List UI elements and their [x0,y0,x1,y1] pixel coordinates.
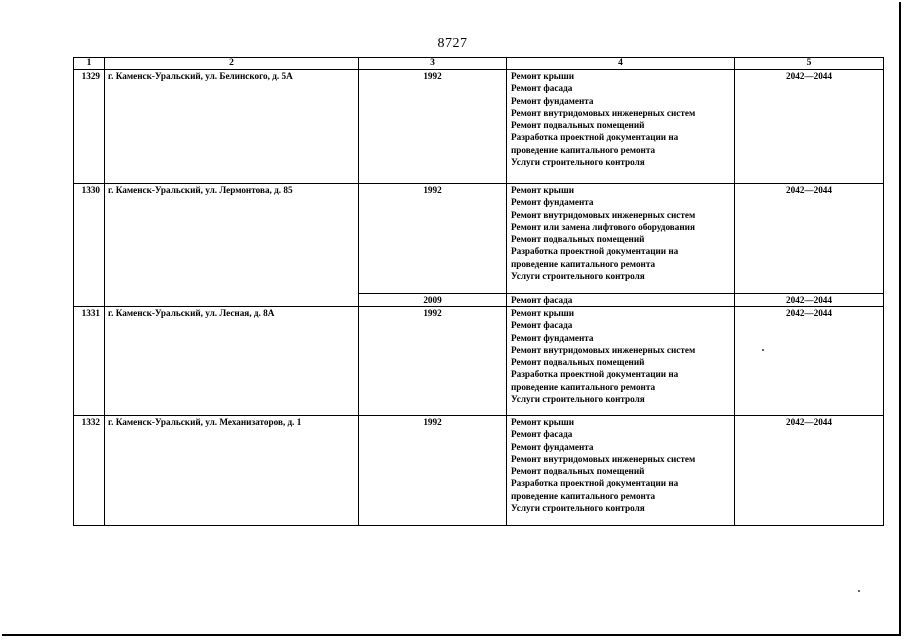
work-item: проведение капитального ремонта [511,381,656,392]
work-item: Ремонт фундамента [511,441,594,452]
work-item: Ремонт фасада [511,429,573,440]
row-address: г. Каменск-Уральский, ул. Белинского, д. 5А [105,70,359,184]
row-address: г. Каменск-Уральский, ул. Механизаторов, д. 1 [105,416,359,526]
work-item: проведение капитального ремонта [511,144,656,155]
work-item: Ремонт фасада [511,83,573,94]
work-item: Ремонт внутридомовых инженерных систем [511,209,696,220]
subrow-term: 2042—2044 [735,294,884,307]
row-number: 1329 [74,70,105,184]
work-item: Ремонт крыши [511,71,575,81]
work-item: Услуги строительного контроля [511,394,645,405]
row-number: 1331 [74,307,105,416]
work-item: Разработка проектной документации на [511,478,679,489]
column-header: 2 [105,58,359,70]
work-item: Услуги строительного контроля [511,271,645,282]
subrow-work: Ремонт фасада [507,294,735,307]
scan-speck [762,349,764,351]
work-item: Разработка проектной документации на [511,132,679,143]
work-item: Ремонт подвальных помещений [511,120,645,131]
row-number: 1330 [74,184,105,307]
table-header-row [74,58,884,70]
work-item: Ремонт внутридомовых инженерных систем [511,453,696,464]
work-item: Разработка проектной документации на [511,369,679,380]
row-term: 2042—2044 [735,70,884,184]
work-item: Ремонт внутридомовых инженерных систем [511,107,696,118]
table-row [74,307,884,416]
work-item: Ремонт фасада [511,320,573,331]
work-item: Услуги строительного контроля [511,157,645,168]
row-term: 2042—2044 [735,184,884,294]
row-year: 1992 [359,307,507,416]
row-works [507,416,735,526]
row-address: г. Каменск-Уральский, ул. Лермонтова, д. 85 [105,184,359,307]
work-item: Ремонт фундамента [511,332,594,343]
row-works [507,307,735,416]
row-year: 1992 [359,184,507,294]
subrow-year: 2009 [359,294,507,307]
column-header: 3 [359,58,507,70]
work-item: Ремонт крыши [511,308,575,318]
row-works [507,184,735,294]
column-header: 4 [507,58,735,70]
work-item: Ремонт или замена лифтового оборудования [511,221,695,232]
table-row [74,70,884,184]
column-header: 5 [735,58,884,70]
work-item: Ремонт фундамента [511,95,594,106]
work-item: Разработка проектной документации на [511,246,679,257]
row-address: г. Каменск-Уральский, ул. Лесная, д. 8А [105,307,359,416]
row-year: 1992 [359,416,507,526]
work-item: Ремонт подвальных помещений [511,234,645,245]
work-item: Услуги строительного контроля [511,503,645,514]
row-year: 1992 [359,70,507,184]
work-item: Ремонт подвальных помещений [511,466,645,477]
work-item: Ремонт фундамента [511,197,594,208]
table-row [74,184,884,294]
column-header: 1 [74,58,105,70]
row-term: 2042—2044 [735,307,884,416]
work-item: проведение капитального ремонта [511,490,656,501]
scan-speck [858,590,860,592]
repair-schedule-table [73,57,884,526]
row-number: 1332 [74,416,105,526]
work-item: Ремонт подвальных помещений [511,357,645,368]
row-works [507,70,735,184]
work-item: Ремонт крыши [511,417,575,427]
work-item: Ремонт внутридомовых инженерных систем [511,344,696,355]
work-item: проведение капитального ремонта [511,258,656,269]
work-item: Ремонт крыши [511,185,575,195]
page-number: 8727 [437,36,468,51]
row-term: 2042—2044 [735,416,884,526]
table-row [74,416,884,526]
